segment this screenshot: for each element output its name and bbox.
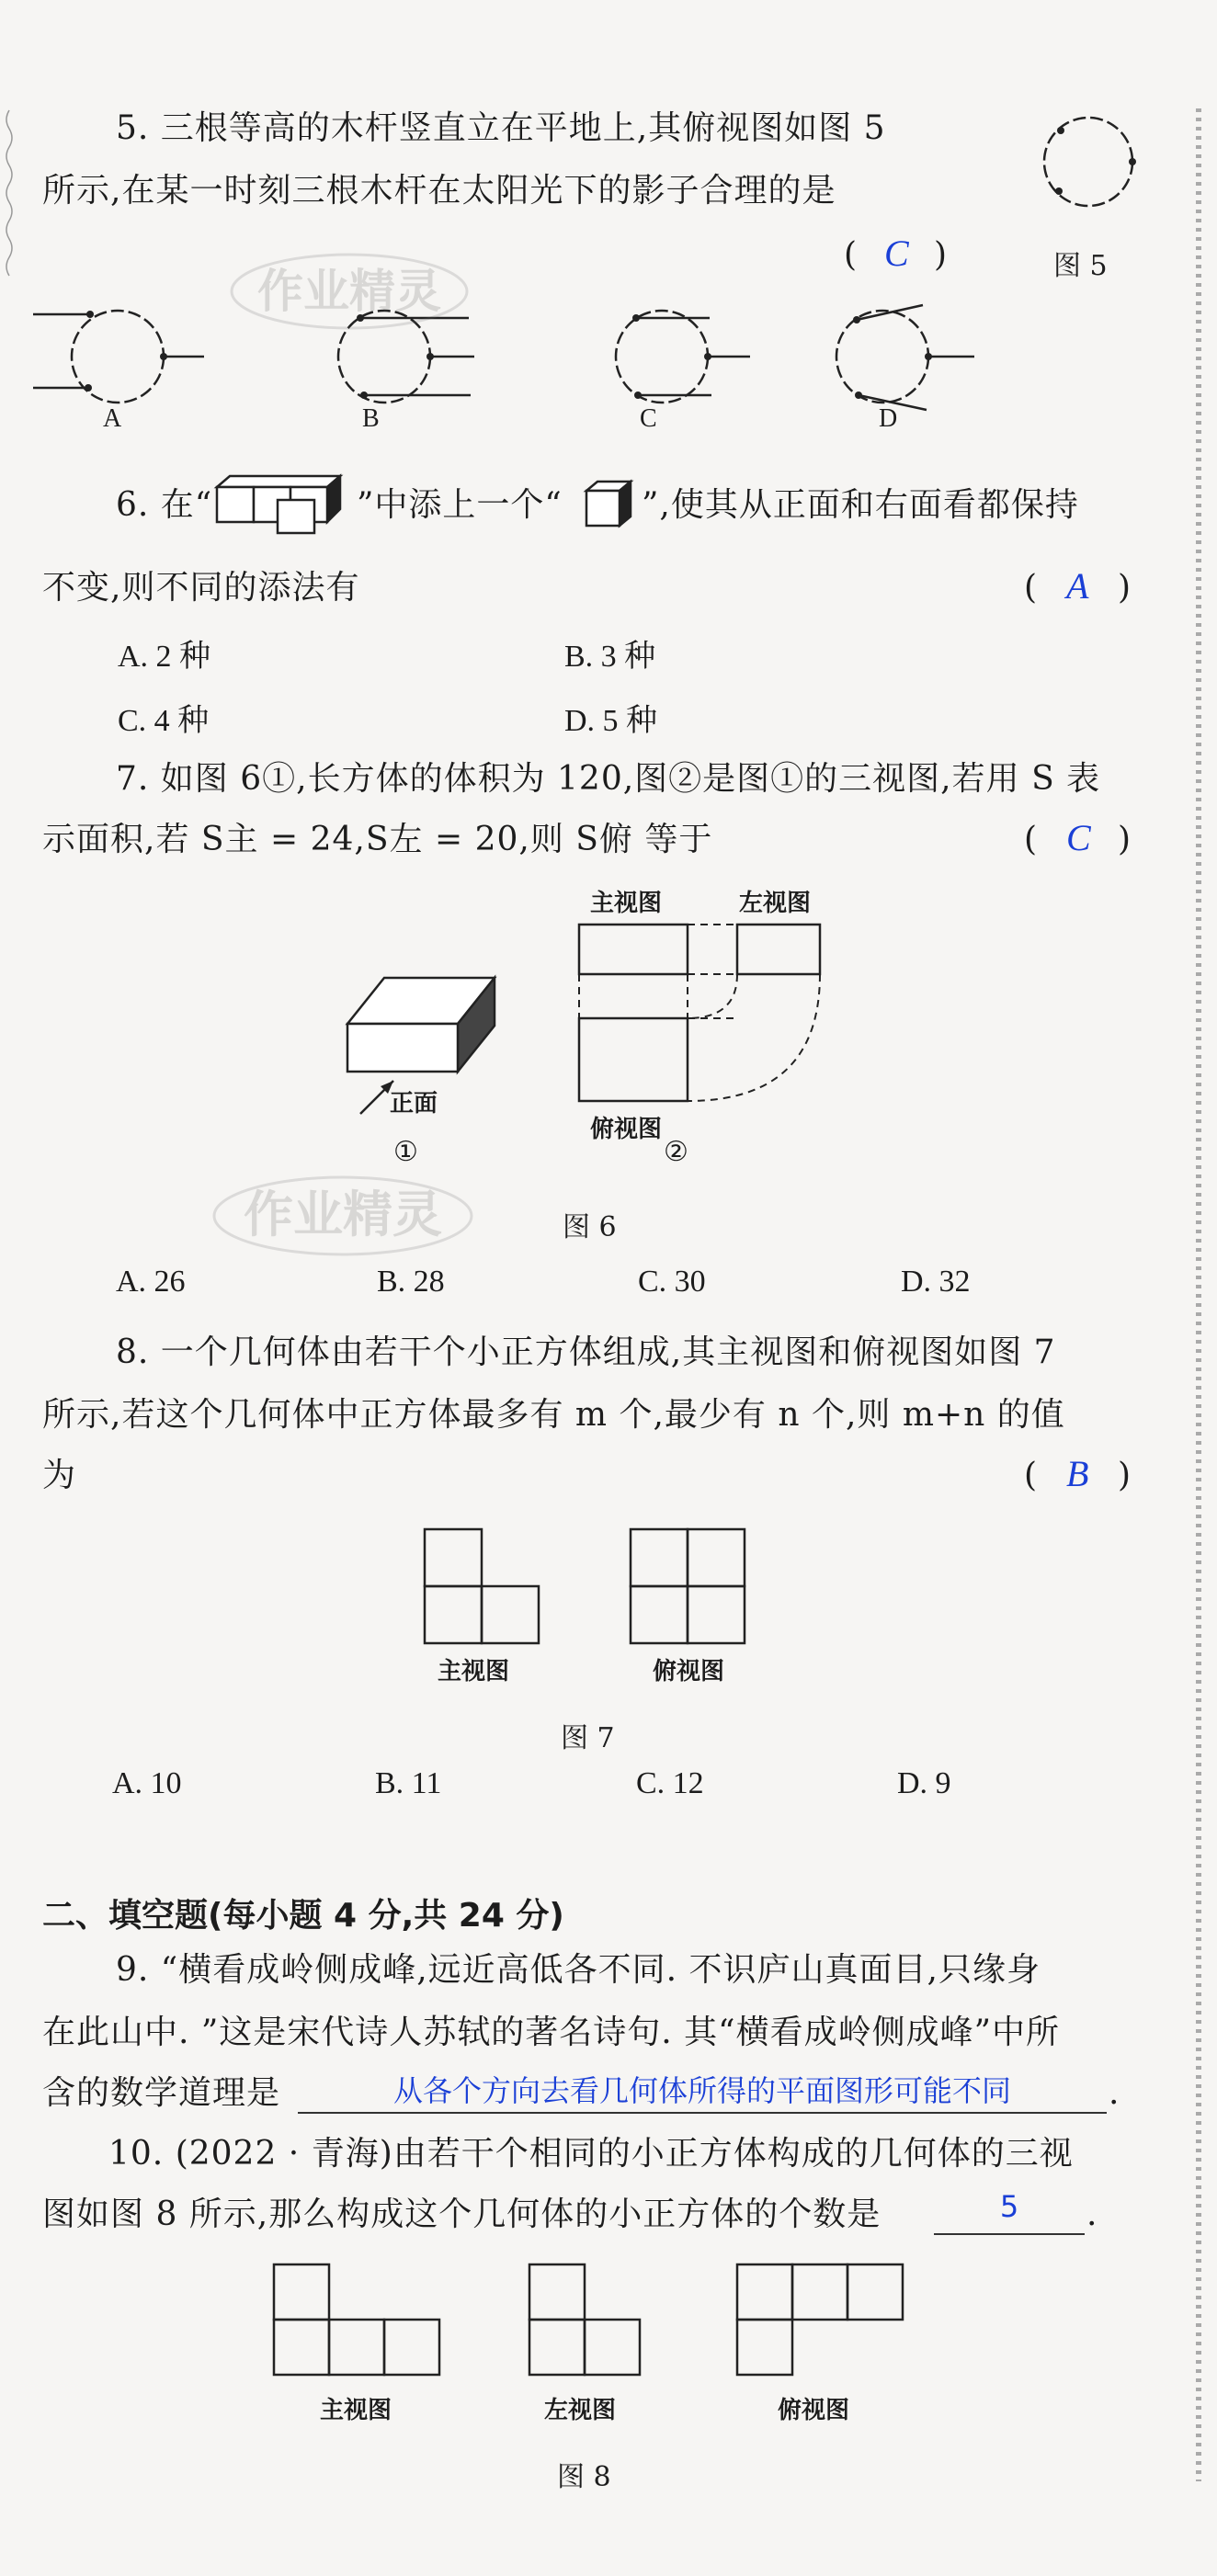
q7-option-a[interactable]: A. 26 <box>116 1265 186 1299</box>
q6-answer: A <box>1066 565 1090 607</box>
left-border-decoration <box>0 0 18 2576</box>
q5-paren-open: ( <box>844 236 859 274</box>
q8-paren-close: ) <box>1118 1457 1132 1494</box>
fig6-left-view-label: 左视图 <box>739 890 812 917</box>
q5-option-d-figure[interactable] <box>825 300 1000 419</box>
fig7-front-view-label: 主视图 <box>438 1658 510 1685</box>
q9-line3: 含的数学道理是 <box>42 2074 281 2112</box>
q5-answer: C <box>884 233 910 274</box>
fig8-front-view-label: 主视图 <box>320 2397 392 2424</box>
fig6-front-label: 正面 <box>390 1090 438 1118</box>
q5-option-c-label: C <box>640 404 657 433</box>
q8-answer: B <box>1066 1453 1090 1494</box>
svg-text:作业精灵: 作业精灵 <box>257 265 441 318</box>
right-border-decoration <box>1186 0 1213 2576</box>
q6-option-a[interactable]: A. 2 种 <box>118 640 211 674</box>
fig7-top-view-label: 俯视图 <box>653 1658 725 1685</box>
q6-cube-stack-icon <box>213 469 351 533</box>
fig6-top-view-label: 俯视图 <box>590 1116 663 1143</box>
q6-line1-c: ”,使其从正面和右面看都保持 <box>642 486 1079 524</box>
q6-line1-a: 6. 在“ <box>116 486 213 524</box>
q9-line2: 在此山中. ”这是宋代诗人苏轼的著名诗句. 其“横看成岭侧成峰”中所 <box>42 2014 1060 2051</box>
q10-line1: 10. (2022 · 青海)由若干个相同的小正方体构成的几何体的三视 <box>108 2135 1074 2173</box>
fig6-caption: 图 6 <box>563 1211 617 1243</box>
q9-end: . <box>1109 2074 1120 2112</box>
q5-option-a-label: A <box>103 404 122 433</box>
q6-paren-close: ) <box>1118 569 1132 607</box>
q9-answer: 从各个方向去看几何体所得的平面图形可能不同 <box>392 2073 1011 2108</box>
q10-answer-blank[interactable] <box>934 2189 1085 2235</box>
fig8-top-view-label: 俯视图 <box>778 2397 850 2424</box>
q7-line1: 7. 如图 6①,长方体的体积为 120,图②是图①的三视图,若用 S 表 <box>116 760 1101 798</box>
section2-heading: 二、填空题(每小题 4 分,共 24 分) <box>42 1897 564 1935</box>
q6-line1-b: ”中添上一个“ <box>357 486 563 524</box>
fig8-top-view <box>734 2261 908 2380</box>
q6-line2: 不变,则不同的添法有 <box>42 569 360 607</box>
q6-paren-open: ( <box>1024 569 1039 607</box>
q6-option-c[interactable]: C. 4 种 <box>118 704 210 738</box>
q5-paren-close: ) <box>934 236 949 274</box>
fig6-front-view-label: 主视图 <box>590 890 663 917</box>
q8-option-a[interactable]: A. 10 <box>112 1766 182 1800</box>
q8-option-c[interactable]: C. 12 <box>636 1766 704 1800</box>
q7-answer: C <box>1066 817 1092 858</box>
q8-option-d[interactable]: D. 9 <box>897 1766 951 1800</box>
q5-option-c-figure[interactable] <box>597 300 772 419</box>
fig5-top-view <box>1039 112 1140 213</box>
watermark-logo-2 <box>210 1165 476 1266</box>
q8-line3: 为 <box>42 1457 77 1494</box>
svg-text:作业精灵: 作业精灵 <box>244 1186 442 1243</box>
q7-option-d[interactable]: D. 32 <box>901 1265 971 1299</box>
fig6-sub1: ① <box>393 1136 418 1168</box>
q5-option-b-label: B <box>362 404 380 433</box>
q6-option-d[interactable]: D. 5 种 <box>564 704 658 738</box>
q10-line2: 图如图 8 所示,那么构成这个几何体的小正方体的个数是 <box>42 2196 881 2233</box>
fig5-caption: 图 5 <box>1053 250 1108 282</box>
q7-option-c[interactable]: C. 30 <box>638 1265 706 1299</box>
q5-line2: 所示,在某一时刻三根木杆在太阳光下的影子合理的是 <box>42 172 836 210</box>
q9-line1: 9. “横看成岭侧成峰,远近高低各不同. 不识庐山真面目,只缘身 <box>116 1951 1041 1989</box>
q10-end: . <box>1086 2196 1098 2233</box>
q7-paren-open: ( <box>1024 821 1039 858</box>
fig6-sub2: ② <box>664 1136 688 1168</box>
fig8-left-view <box>526 2261 645 2380</box>
q5-option-a-figure[interactable] <box>33 300 208 419</box>
q8-line1: 8. 一个几何体由若干个小正方体组成,其主视图和俯视图如图 7 <box>116 1333 1056 1371</box>
q7-line2: 示面积,若 S主 = 24,S左 = 20,则 S俯 等于 <box>42 821 713 858</box>
q10-answer: 5 <box>999 2189 1019 2224</box>
q8-paren-open: ( <box>1024 1457 1039 1494</box>
fig8-left-view-label: 左视图 <box>544 2397 617 2424</box>
fig6-three-views <box>575 921 842 1123</box>
q7-option-b[interactable]: B. 28 <box>377 1265 445 1299</box>
q8-line2: 所示,若这个几何体中正方体最多有 m 个,最少有 n 个,则 m+n 的值 <box>42 1396 1065 1434</box>
q7-paren-close: ) <box>1118 821 1132 858</box>
fig7-caption: 图 7 <box>561 1722 615 1754</box>
fig8-front-view <box>270 2261 445 2380</box>
q5-line1: 5. 三根等高的木杆竖直立在平地上,其俯视图如图 5 <box>116 109 886 147</box>
q8-option-b[interactable]: B. 11 <box>375 1766 442 1800</box>
fig7-top-view <box>627 1526 756 1654</box>
q6-single-cube-icon <box>583 478 638 533</box>
q9-answer-blank[interactable] <box>298 2071 1107 2114</box>
q6-option-b[interactable]: B. 3 种 <box>564 640 656 674</box>
fig8-caption: 图 8 <box>557 2461 611 2493</box>
q5-option-d-label: D <box>879 404 898 433</box>
watermark-logo <box>230 241 469 342</box>
fig7-front-view <box>421 1526 550 1654</box>
